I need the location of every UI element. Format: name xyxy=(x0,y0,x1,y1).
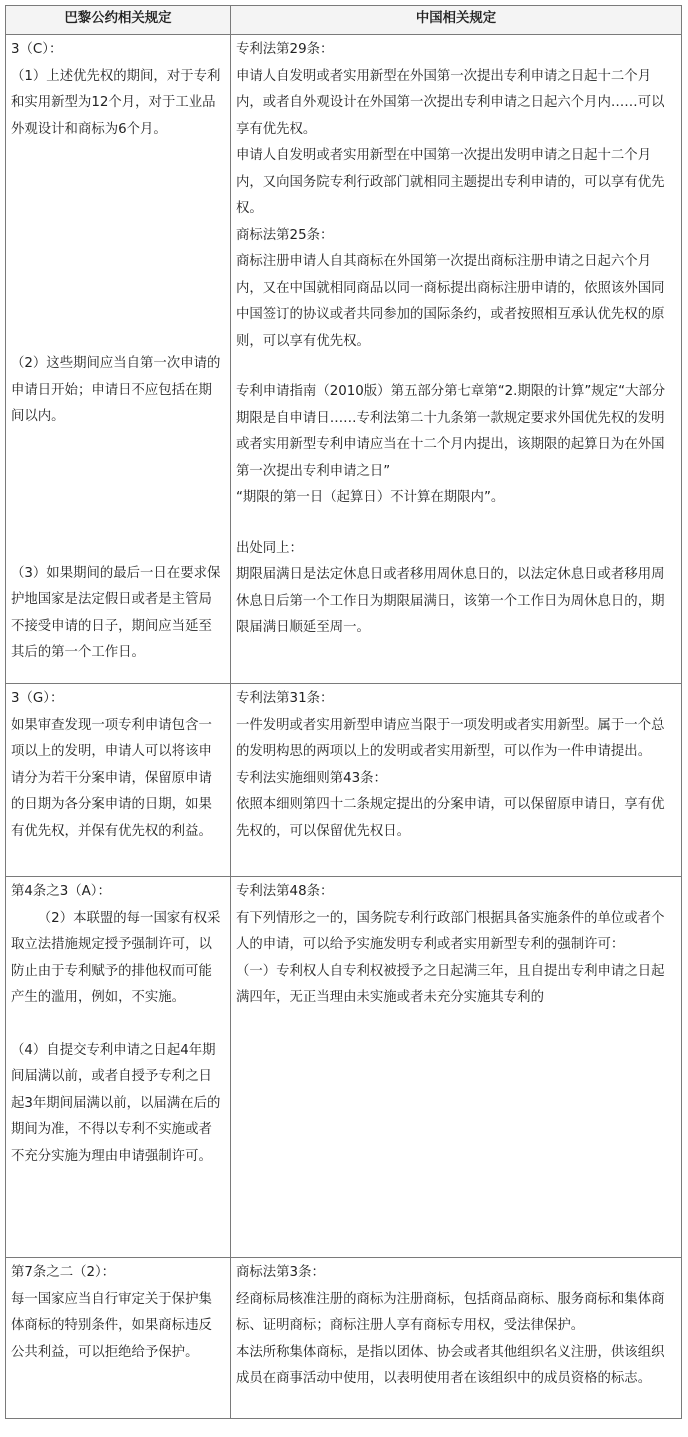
paragraph: 依照本细则第四十二条规定提出的分案申请，可以保留原申请日，享有优先权的，可以保留优先权日。 xyxy=(235,797,665,839)
article-heading: 第4条之3（A）： xyxy=(11,884,111,899)
paris-cell xyxy=(6,1258,231,1419)
paragraph: 申请人自发明或者实用新型在中国第一次提出发明申请之日起十二个月内，又向国务院专利行政部门就相同主题提出专利申请的，可以享有优先权。 xyxy=(235,148,665,216)
table-header-row xyxy=(6,6,682,35)
paragraph: 如果审查发现一项专利申请包含一项以上的发明，申请人可以将该申请分为若干分案申请，保留原申请的日期为各分案申请的日期，如果有优先权，并保有优先权的利益。 xyxy=(11,717,212,839)
china-cell xyxy=(230,684,681,877)
article-heading: 商标法第3条： xyxy=(235,1265,325,1280)
article-heading: 出处同上： xyxy=(235,540,303,556)
paragraph: 每一国家应当自行审定关于保护集体商标的特别条件，如果商标违反公共利益，可以拒绝给予保护。 xyxy=(11,1291,212,1360)
paragraph: “期限的第一日（起算日）不计算在期限内”。 xyxy=(235,490,505,505)
article-heading: 专利法第31条： xyxy=(235,691,334,706)
paragraph: （一）专利权人自专利权被授予之日起满三年，且自提出专利申请之日起满四年，无正当理由未实施或者未充分实施其专利的 xyxy=(235,963,665,1005)
paragraph: （3）如果期间的最后一日在要求保护地国家是法定假日或者是主管局不接受申请的日子，期间应当延至其后的第一个工作日。 xyxy=(11,565,221,660)
paragraph: 经商标局核准注册的商标为注册商标，包括商品商标、服务商标和集体商标、证明商标；商标注册人享有商标专用权，受法律保护。 xyxy=(235,1291,665,1333)
china-cell xyxy=(230,877,681,1258)
paragraph: 申请人自发明或者实用新型在外国第一次提出专利申请之日起十二个月内，或者自外观设计在外国第一次提出专利申请之日起六个月内……可以享有优先权。 xyxy=(235,68,665,137)
china-cell xyxy=(230,35,681,684)
paragraph: 专利申请指南（2010版）第五部分第七章第“2.期限的计算”规定“大部分期限是自申请日……专利法第二十九条第一款规定要求外国优先权的发明或者实用新型专利申请应当在十二个月内提出，该期限的起算日为在外国第一次提出专利申请之日” xyxy=(235,384,666,479)
article-heading: 商标法第25条： xyxy=(235,227,334,243)
article-heading: 3（C）： xyxy=(11,42,63,57)
table-row xyxy=(6,877,682,1258)
paragraph: （2）这些期间应当自第一次申请的申请日开始；申请日不应包括在期间以内。 xyxy=(11,356,221,424)
paragraph: 期限届满日是法定休息日或者移用周休息日的，以法定休息日或者移用周休息日后第一个工作日为期限届满日，该第一个工作日为周休息日的，期限届满日顺延至周一。 xyxy=(235,567,665,635)
table-row xyxy=(6,1258,682,1419)
article-heading: 第7条之二（2）： xyxy=(11,1265,116,1280)
comparison-table xyxy=(5,5,682,1419)
article-heading: 专利法实施细则第43条： xyxy=(235,770,387,786)
article-heading: 专利法第48条： xyxy=(235,884,334,899)
table-row xyxy=(6,684,682,877)
paragraph: 有下列情形之一的，国务院专利行政部门根据具备实施条件的单位或者个人的申请，可以给予实施发明专利或者实用新型专利的强制许可： xyxy=(235,910,665,952)
header-paris-convention: 巴黎公约相关规定 xyxy=(6,6,231,35)
table-row xyxy=(6,35,682,684)
china-cell xyxy=(230,1258,681,1419)
paragraph: （1）上述优先权的期间，对于专利和实用新型为12个月，对于工业品外观设计和商标为6个月。 xyxy=(11,68,221,137)
article-heading: 3（G）： xyxy=(11,691,64,706)
paris-cell xyxy=(6,877,231,1258)
paragraph: （4）自提交专利申请之日起4年期间届满以前，或者自授予专利之日起3年期间届满以前，以届满在后的期间为准，不得以专利不实施或者不充分实施为理由申请强制许可。 xyxy=(11,1042,221,1164)
paris-cell xyxy=(6,684,231,877)
paragraph: （2）本联盟的每一国家有权采取立法措施规定授予强制许可，以防止由于专利赋予的排他权而可能产生的滥用，例如，不实施。 xyxy=(11,910,221,1005)
paragraph: 商标注册申请人自其商标在外国第一次提出商标注册申请之日起六个月内，又在中国就相同商品以同一商标提出商标注册申请的，依照该外国同中国签订的协议或者共同参加的国际条约，或者按照相互承认优先权的原则，可以享有优先权。 xyxy=(235,254,665,349)
header-china-rules: 中国相关规定 xyxy=(230,6,681,35)
paragraph: 一件发明或者实用新型申请应当限于一项发明或者实用新型。属于一个总的发明构思的两项以上的发明或者实用新型，可以作为一件申请提出。 xyxy=(235,717,665,759)
paragraph: 本法所称集体商标，是指以团体、协会或者其他组织名义注册，供该组织成员在商事活动中使用，以表明使用者在该组织中的成员资格的标志。 xyxy=(235,1344,665,1386)
paris-cell xyxy=(6,35,231,684)
article-heading: 专利法第29条： xyxy=(235,42,334,57)
